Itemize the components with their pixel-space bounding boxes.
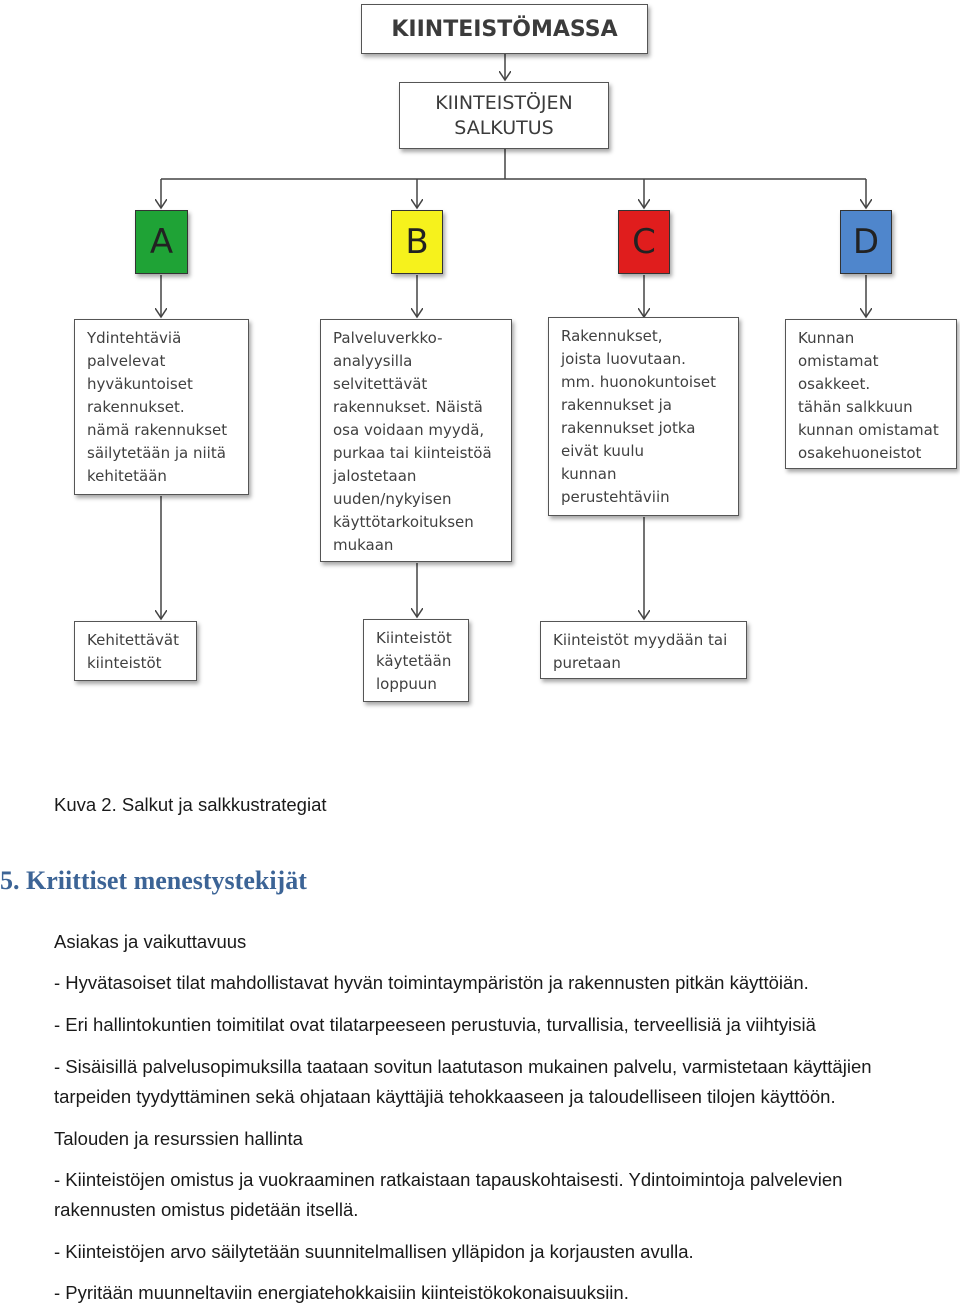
top-box-label: KIINTEISTÖMASSA: [391, 16, 618, 42]
category-b-box: [391, 210, 443, 274]
category-b-letter: B: [405, 222, 429, 262]
outcome-use-up: Kiinteistöt käytetään loppuun: [363, 619, 469, 702]
category-c-box: [618, 210, 670, 274]
subheading-finance: Talouden ja resurssien hallinta: [54, 1128, 303, 1149]
paragraph-3: - Sisäisillä palvelusopimuksilla taataan sovitun laatutason mukainen palvelu, varmistetaan käyttäjien tarpeiden tyydyttäminen sekä ohjataan käyttäjiä tehokkaaseen ja taloudelliseen tilojen käyttöön.: [54, 1056, 872, 1107]
category-a-letter: A: [149, 222, 174, 262]
description-d: Kunnan omistamat osakkeet. tähän salkkuun kunnan omistamat osakehuoneistot: [785, 319, 957, 469]
category-d-letter: D: [852, 222, 880, 262]
paragraph-2: - Eri hallintokuntien toimitilat ovat tilatarpeeseen perustuvia, turvallisia, terveellisiä ja viihtyisiä: [54, 1014, 816, 1035]
outcome-develop: Kehitettävät kiinteistöt: [74, 621, 197, 681]
description-c: Rakennukset, joista luovutaan. mm. huonokuntoiset rakennukset ja rakennukset jotka eivät kuulu kunnan perustehtäviin: [548, 317, 739, 516]
portfolio-box-line1: KIINTEISTÖJEN: [435, 91, 573, 114]
description-a: Ydintehtäviä palvelevat hyväkuntoiset rakennukset. nämä rakennukset säilytetään ja niitä kehitetään: [74, 319, 249, 495]
outcome-sell-or-demolish: Kiinteistöt myydään tai puretaan: [540, 621, 747, 679]
paragraph-4: - Kiinteistöjen omistus ja vuokraaminen ratkaistaan tapauskohtaisesti. Ydintoimintoja palvelevien rakennusten omistus pidetään itsellä.: [54, 1169, 843, 1220]
category-d-box: [840, 210, 892, 274]
paragraph-5: - Kiinteistöjen arvo säilytetään suunnitelmallisen ylläpidon ja korjausten avulla.: [54, 1241, 694, 1262]
figure-caption: Kuva 2. Salkut ja salkkustrategiat: [54, 794, 327, 815]
top-box: [361, 4, 648, 54]
section-heading: 5. Kriittiset menestystekijät: [0, 866, 307, 895]
paragraph-6: - Pyritään muunneltaviin energiatehokkaisiin kiinteistökokonaisuuksiin.: [54, 1282, 629, 1303]
portfolio-box: [399, 82, 609, 149]
subheading-customer: Asiakas ja vaikuttavuus: [54, 931, 247, 952]
paragraph-1: - Hyvätasoiset tilat mahdollistavat hyvän toimintaympäristön ja rakennusten pitkän käyttöiän.: [54, 972, 809, 993]
category-c-letter: C: [632, 222, 656, 262]
description-b: Palveluverkko- analyysilla selvitettävät rakennukset. Näistä osa voidaan myydä, purkaa tai kiinteistöä jalostetaan uuden/nykyisen käyttötarkoituksen mukaan: [320, 319, 512, 562]
category-a-box: [135, 210, 188, 274]
portfolio-box-line2: SALKUTUS: [454, 116, 554, 139]
